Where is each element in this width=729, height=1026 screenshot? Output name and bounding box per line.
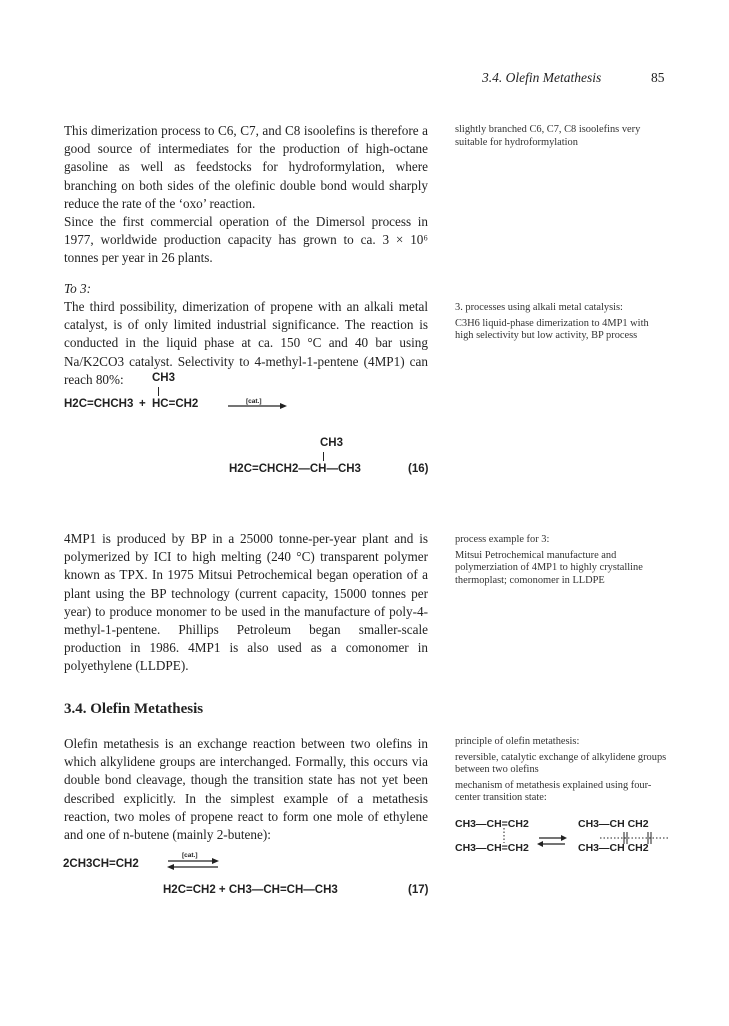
running-header-section: 3.4. Olefin Metathesis	[482, 70, 602, 85]
eq16-methyl-top: CH3	[152, 372, 176, 384]
subheading-to-3: To 3:	[64, 281, 91, 296]
eq16-catalyst-label: [cat.]	[246, 398, 262, 405]
eq16-plus: +	[139, 398, 146, 410]
ts-equilibrium-arrow	[537, 834, 567, 848]
eq16-bond-product	[323, 452, 324, 461]
eq16-bond-top	[158, 387, 159, 396]
eq17-products: H2C=CH2 + CH3—CH=CH—CH3	[163, 884, 338, 896]
ts-left-line1: CH3—CH=CH2	[455, 818, 529, 830]
ts-right-four-center-bonds	[600, 830, 670, 846]
paragraph-4mp1: 4MP1 is produced by BP in a 25000 tonne-per-year plant and is polymerized by ICI to high melting (240 °C) transparent polymer known as TPX. In 1975 Mitsui Petrochemical began operation of a plant using the BP technology (current capacity, 15000 tonnes per year) to produce monomer to be used in the manufacture of poly-4-methyl-1-pentene. Phillips Petroleum began smaller-scale production in 1986. 4MP1 is also used as a comonomer in polyethylene (LLDPE).	[64, 531, 428, 674]
ts-left-dotted-bonds	[503, 825, 515, 853]
margin-note-isoolefins: slightly branched C6, C7, C8 isoolefins very suitable for hydroformylation	[455, 124, 641, 148]
eq16-product: H2C=CHCH2—CH—CH3	[229, 463, 361, 475]
eq16-methyl-product: CH3	[320, 437, 344, 449]
eq16-reactant1: H2C=CHCH3	[64, 398, 134, 410]
margin-note-metathesis: principle of olefin metathesis: reversible, catalytic exchange of alkylidene groups between two olefins mechanism of metathesis explained using four-center transition state:	[455, 736, 667, 804]
paragraph-alkali-catalyst: The third possibility, dimerization of propene with an alkali metal catalyst, is of only limited industrial significance. The reaction is conducted in the liquid phase at ca. 150 °C and 40 bar using Na/K2CO3 catalyst. Selectivity to 4-methyl-1-pentene (4MP1) can reach 80%:	[64, 299, 428, 387]
eq16-number: (16)	[408, 463, 429, 475]
ts-right-line2: CH3—CH CH2	[578, 842, 649, 854]
eq17-reactant: 2CH3CH=CH2	[63, 858, 139, 870]
eq17-catalyst-label: [cat.]	[182, 852, 198, 859]
eq16-arrow	[228, 402, 288, 410]
ts-left-line2: CH3—CH=CH2	[455, 842, 529, 854]
eq17-equilibrium-arrow	[166, 857, 220, 871]
paragraph-dimersol: Since the first commercial operation of the Dimersol process in 1977, worldwide production capacity has grown to ca. 3 × 10⁶ tonnes per year in 26 plants.	[64, 214, 428, 266]
paragraph-dimerization: This dimerization process to C6, C7, and C8 isoolefins is therefore a good source of intermediates for the production of high-octane gasoline as well as feedstocks for hydroformylation, where branching on both sides of the olefinic double bond would sharply reduce the rate of the ‘oxo’ reaction.	[64, 123, 428, 211]
eq17-number: (17)	[408, 884, 429, 896]
paragraph-metathesis: Olefin metathesis is an exchange reaction between two olefins in which alkylidene groups are interchanged. Formally, this occurs via double bond cleavage, though the transition state has not yet been described explicitly. In the simplest example of a metathesis reaction, two moles of propene react to form one mole of ethylene and one of n-butene (mainly 2-butene):	[64, 736, 428, 843]
margin-note-process-example: process example for 3: Mitsui Petrochemical manufacture and polymerziation of 4MP1 to highly crystalline thermoplast; comonomer in LLDPE	[455, 534, 643, 586]
section-heading: 3.4. Olefin Metathesis	[64, 701, 204, 717]
ts-right-line1: CH3—CH CH2	[578, 818, 649, 830]
margin-note-alkali: 3. processes using alkali metal catalysis: C3H6 liquid-phase dimerization to 4MP1 with high selectivity but low activity, BP process	[455, 302, 649, 342]
eq16-reactant2: HC=CH2	[152, 398, 199, 410]
page-number: 85	[651, 70, 665, 85]
